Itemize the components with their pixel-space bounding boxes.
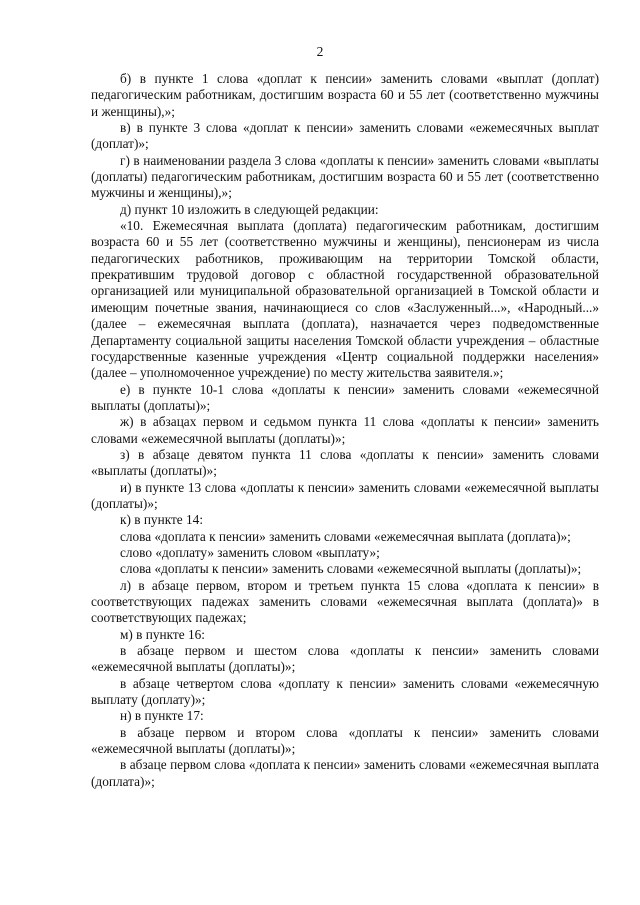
paragraph-k-1: слова «доплата к пенсии» заменить словами «ежемесячная выплата (доплата)»; [120,528,571,544]
paragraph-e: е) в пункте 10-1 слова «доплаты к пенсии» заменить словами «ежемесячной выплаты (доплаты)»; [91,381,599,413]
paragraph-g: г) в наименовании раздела 3 слова «доплаты к пенсии» заменить словами «выплаты (доплаты) педагогическим работникам, достигшим возраста 60 и 55 лет (соответственно мужчины и женщины),»; [91,152,599,201]
paragraph-m-2: в абзаце четвертом слова «доплату к пенсии» заменить словами «ежемесячную выплату (доплату)»; [91,675,599,708]
paragraph-z: з) в абзаце девятом пункта 11 слова «доплаты к пенсии» заменить словами «выплаты (доплаты)»; [91,446,599,479]
paragraph-b: б) в пункте 1 слова «доплат к пенсии» заменить словами «выплат (доплат) педагогическим работникам, достигшим возраста 60 и 55 лет (соответственно мужчины и женщины),»; [91,71,599,119]
page-number: 2 [316,44,324,59]
paragraph-k-3: слова «доплаты к пенсии» заменить словами «ежемесячной выплаты (доплаты)»; [120,561,582,577]
paragraph-n: н) в пункте 17: [120,708,204,724]
paragraph-m: м) в пункте 16: [120,626,205,642]
paragraph-v: в) в пункте 3 слова «доплат к пенсии» заменить словами «ежемесячных выплат (доплат)»; [91,120,599,152]
paragraph-m-1: в абзаце первом и шестом слова «доплаты к пенсии» заменить словами «ежемесячной выплаты (доплаты)»; [91,643,599,675]
paragraph-point-10: «10. Ежемесячная выплата (доплата) педагогическим работникам, достигшим возраста 60 и 55 лет (соответственно мужчины и женщины), пенсионерам из числа педагогических работников, проживающим на территории Томской области, прекратившим трудовой договор с областной государственной образовательной организацией или муниципальной образовательной организацией в Томской области и имеющим почетные звания, начинающиеся со слов «Заслуженный...», «Народный...» (далее – ежемесячная выплата (доплата), назначается через подведомственные Департаменту социальной защиты населения Томской области учреждения – областные государственные казенные учреждения «Центр социальной поддержки населения» (далее – уполномоченное учреждение) по месту жительства заявителя.»; [91,218,599,381]
paragraph-i: и) в пункте 13 слова «доплаты к пенсии» заменить словами «ежемесячной выплаты (доплаты)»; [91,479,599,511]
paragraph-d: д) пункт 10 изложить в следующей редакции: [120,201,379,217]
document-body [91,71,599,790]
paragraph-k-2: слово «доплату» заменить словом «выплату»; [120,544,380,560]
paragraph-n-1: в абзаце первом и втором слова «доплаты к пенсии» заменить словами «ежемесячной выплаты (доплаты)»; [91,724,599,757]
paragraph-n-2: в абзаце первом слова «доплата к пенсии» заменить словами «ежемесячная выплата (доплата)»; [91,757,599,789]
paragraph-zh: ж) в абзацах первом и седьмом пункта 11 слова «доплаты к пенсии» заменить словами «ежемесячной выплаты (доплаты)»; [91,414,599,446]
paragraph-k: к) в пункте 14: [120,512,204,528]
paragraph-l: л) в абзаце первом, втором и третьем пункта 15 слова «доплата к пенсии» в соответствующих падежах заменить словами «ежемесячная выплата (доплата)» в соответствующих падежах; [91,577,599,626]
